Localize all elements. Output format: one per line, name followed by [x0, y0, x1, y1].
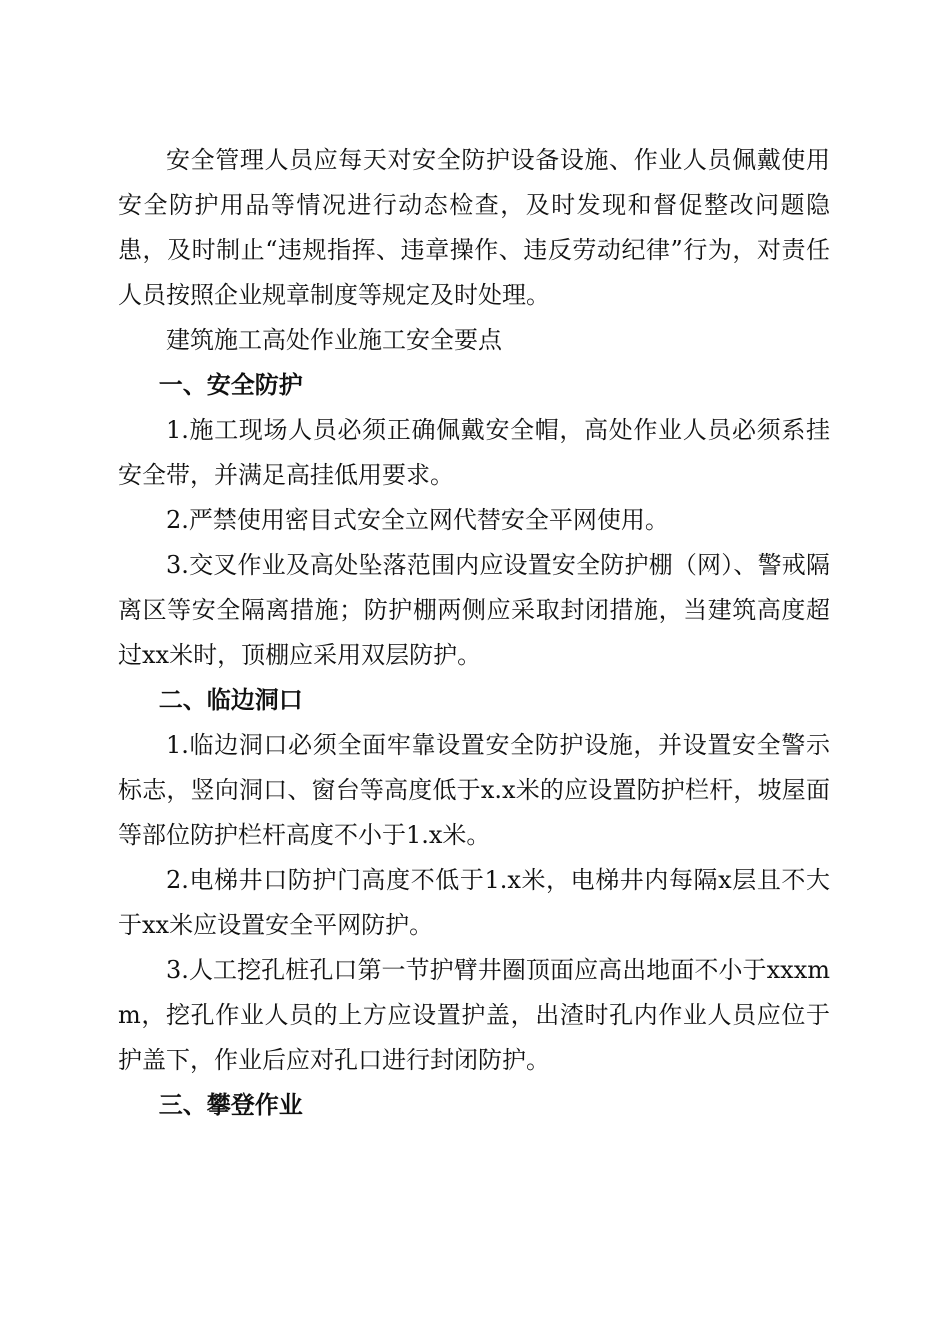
section-2-item-2: 2.电梯井口防护门高度不低于1.x米，电梯井内每隔x层且不大于xx米应设置安全平网防护。	[118, 866, 830, 939]
section-heading-safety-protection: 一、安全防护	[158, 371, 303, 399]
document-title: 建筑施工高处作业施工安全要点	[166, 326, 502, 354]
section-1-item-3: 3.交叉作业及高处坠落范围内应设置安全防护棚（网）、警戒隔离区等安全隔离措施；防护棚两侧应采取封闭措施，当建筑高度超过xx米时，顶棚应采用双层防护。	[118, 551, 830, 669]
section-2-item-3: 3.人工挖孔桩孔口第一节护臂井圈顶面应高出地面不小于xxxmm，挖孔作业人员的上方应设置护盖，出渣时孔内作业人员应位于护盖下，作业后应对孔口进行封闭防护。	[118, 956, 830, 1074]
section-heading-climbing-work: 三、攀登作业	[158, 1091, 303, 1119]
section-1-item-1: 1.施工现场人员必须正确佩戴安全帽，高处作业人员必须系挂安全带，并满足高挂低用要求。	[118, 416, 830, 489]
intro-paragraph: 安全管理人员应每天对安全防护设备设施、作业人员佩戴使用安全防护用品等情况进行动态检查，及时发现和督促整改问题隐患，及时制止“违规指挥、违章操作、违反劳动纪律”行为，对责任人员按照企业规章制度等规定及时处理。	[118, 146, 830, 309]
section-2-item-1: 1.临边洞口必须全面牢靠设置安全防护设施，并设置安全警示标志，竖向洞口、窗台等高度低于x.x米的应设置防护栏杆，坡屋面等部位防护栏杆高度不小于1.x米。	[118, 731, 830, 849]
section-heading-edge-openings: 二、临边洞口	[158, 686, 303, 714]
document-page	[118, 138, 830, 1128]
section-1-item-2: 2.严禁使用密目式安全立网代替安全平网使用。	[166, 506, 669, 534]
